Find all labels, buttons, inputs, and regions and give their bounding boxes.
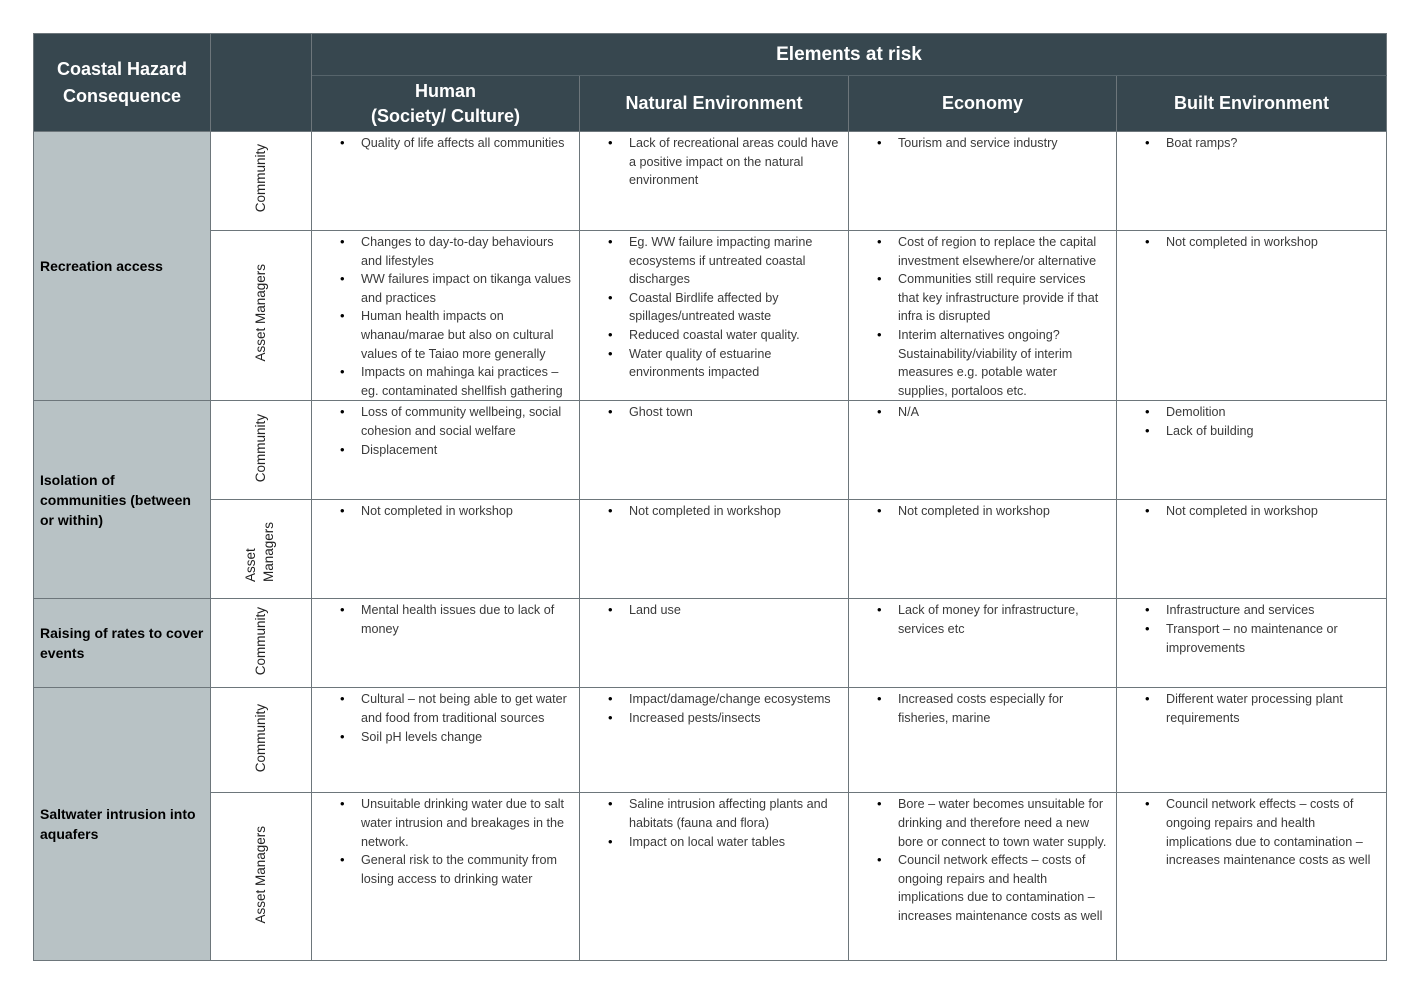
bullet-item: • Impact/damage/change ecosystems [586,690,842,709]
bullet-item: • Lack of building [1123,422,1380,441]
cell-economy [849,500,1117,599]
stakeholder-label: Asset Managers [253,264,268,362]
bullet-item: • Different water processing plant requirements [1123,690,1380,727]
bullet-item: • Interim alternatives ongoing? Sustainability/viability of interim measures e.g. potable water supplies, portaloos etc. [855,326,1110,400]
stakeholder-cell [211,231,312,401]
bullet-list [318,134,573,153]
hazard-label: Isolation of communities (between or within) [34,401,211,599]
bullet-item: • Quality of life affects all communities [318,134,573,153]
bullet-list [855,233,1110,400]
cell-human [312,231,580,401]
bullet-list [1123,601,1380,657]
bullet-list [318,502,573,521]
stakeholder-label: Community [253,606,268,675]
bullet-list [855,795,1110,925]
stakeholder-cell [211,688,312,793]
bullet-item: • Changes to day-to-day behaviours and lifestyles [318,233,573,270]
header-stakeholder-blank [211,34,312,132]
bullet-list [318,601,573,638]
bullet-item: • N/A [855,403,1110,422]
hazard-label: Recreation access [34,132,211,401]
cell-human [312,688,580,793]
bullet-item: • Council network effects – costs of ongoing repairs and health implications due to contamination – increases maintenance costs as well [1123,795,1380,869]
stakeholder-label: Community [253,413,268,482]
stakeholder-label: Asset Managers [253,825,268,924]
bullet-list [586,233,842,382]
bullet-item: • Not completed in workshop [318,502,573,521]
bullet-item: • Not completed in workshop [1123,502,1380,521]
bullet-item: • Reduced coastal water quality. [586,326,842,345]
bullet-list [586,502,842,521]
bullet-item: • Communities still require services that key infrastructure provide if that infra is disrupted [855,270,1110,326]
bullet-item: • Council network effects – costs of ongoing repairs and health implications due to contamination – increases maintenance costs as well [855,851,1110,925]
stakeholder-cell [211,401,312,500]
bullet-item: • Not completed in workshop [1123,233,1380,252]
bullet-item: • Eg. WW failure impacting marine ecosystems if untreated coastal discharges [586,233,842,289]
bullet-item: • Displacement [318,441,573,460]
bullet-list [318,690,573,746]
bullet-item: • Coastal Birdlife affected by spillages/untreated waste [586,289,842,326]
bullet-list [855,403,1110,422]
consequence-table [33,33,1387,961]
stakeholder-label: Community [253,703,268,772]
bullet-item: • Impact on local water tables [586,833,842,852]
cell-built-environment [1117,599,1387,688]
hazard-label: Saltwater intrusion into aquafers [34,688,211,961]
table-row [34,688,1387,793]
cell-built-environment [1117,132,1387,231]
cell-natural-environment [580,231,849,401]
column-header-economy: Economy [849,76,1117,132]
bullet-item: • Water quality of estuarine environments impacted [586,345,842,382]
table-body [34,132,1387,961]
table-row [34,599,1387,688]
cell-human [312,500,580,599]
header-elements-at-risk: Elements at risk [312,34,1387,76]
bullet-item: • General risk to the community from losing access to drinking water [318,851,573,888]
cell-economy [849,793,1117,961]
table-row [34,793,1387,961]
table-row [34,401,1387,500]
stakeholder-label: Community [253,144,268,213]
bullet-list [1123,134,1380,153]
column-header-human [312,76,580,132]
bullet-list [318,403,573,459]
table-row [34,231,1387,401]
bullet-item: • Not completed in workshop [855,502,1110,521]
bullet-list [855,690,1110,727]
cell-natural-environment [580,599,849,688]
bullet-list [586,601,842,620]
bullet-item: • Cultural – not being able to get water and food from traditional sources [318,690,573,727]
stakeholder-cell [211,500,312,599]
bullet-item: • Increased costs especially for fisheries, marine [855,690,1110,727]
cell-built-environment [1117,500,1387,599]
bullet-item: • WW failures impact on tikanga values and practices [318,270,573,307]
cell-economy [849,231,1117,401]
bullet-item: • Demolition [1123,403,1380,422]
bullet-item: • Tourism and service industry [855,134,1110,153]
consequence-table-wrapper [33,33,1386,960]
bullet-item: • Boat ramps? [1123,134,1380,153]
bullet-item: • Bore – water becomes unsuitable for drinking and therefore need a new bore or connect to town water supply. [855,795,1110,851]
table-row [34,500,1387,599]
stakeholder-cell [211,599,312,688]
bullet-list [855,502,1110,521]
bullet-item: • Ghost town [586,403,842,422]
bullet-list [586,690,842,727]
bullet-item: • Infrastructure and services [1123,601,1380,620]
bullet-list [1123,795,1380,869]
cell-natural-environment [580,401,849,500]
bullet-list [855,134,1110,153]
column-header-human-label: Human (Society/ Culture) [370,80,521,126]
bullet-item: • Transport – no maintenance or improvements [1123,620,1380,657]
bullet-item: • Unsuitable drinking water due to salt water intrusion and breakages in the network. [318,795,573,851]
bullet-item: • Lack of money for infrastructure, services etc [855,601,1110,638]
cell-built-environment [1117,231,1387,401]
hazard-label: Raising of rates to cover events [34,599,211,688]
bullet-item: • Land use [586,601,842,620]
stakeholder-cell [211,132,312,231]
cell-human [312,793,580,961]
cell-human [312,599,580,688]
bullet-list [586,795,842,851]
bullet-list [1123,502,1380,521]
cell-economy [849,688,1117,793]
cell-human [312,401,580,500]
column-header-built-environment: Built Environment [1117,76,1387,132]
cell-economy [849,132,1117,231]
bullet-list [1123,233,1380,252]
cell-built-environment [1117,401,1387,500]
stakeholder-cell [211,793,312,961]
cell-economy [849,401,1117,500]
bullet-list [1123,403,1380,440]
bullet-item: • Loss of community wellbeing, social cohesion and social welfare [318,403,573,440]
cell-built-environment [1117,793,1387,961]
cell-natural-environment [580,132,849,231]
bullet-item: • Human health impacts on whanau/marae but also on cultural values of te Taiao more generally [318,307,573,363]
cell-human [312,132,580,231]
table-row [34,132,1387,231]
header-corner: Coastal Hazard Consequence [34,34,211,132]
column-header-natural-environment: Natural Environment [580,76,849,132]
cell-economy [849,599,1117,688]
bullet-item: • Cost of region to replace the capital investment elsewhere/or alternative [855,233,1110,270]
bullet-item: • Not completed in workshop [586,502,842,521]
bullet-list [318,795,573,888]
cell-built-environment [1117,688,1387,793]
bullet-item: • Impacts on mahinga kai practices – eg. contaminated shellfish gathering [318,363,573,400]
bullet-item: • Mental health issues due to lack of money [318,601,573,638]
bullet-list [1123,690,1380,727]
bullet-list [586,134,842,190]
bullet-item: • Saline intrusion affecting plants and habitats (fauna and flora) [586,795,842,832]
bullet-list [318,233,573,400]
bullet-item: • Soil pH levels change [318,728,573,747]
bullet-item: • Increased pests/insects [586,709,842,728]
stakeholder-label: Asset Managers [243,521,276,582]
bullet-list [855,601,1110,638]
cell-natural-environment [580,688,849,793]
bullet-item: • Lack of recreational areas could have a positive impact on the natural environment [586,134,842,190]
cell-natural-environment [580,500,849,599]
cell-natural-environment [580,793,849,961]
bullet-list [586,403,842,422]
